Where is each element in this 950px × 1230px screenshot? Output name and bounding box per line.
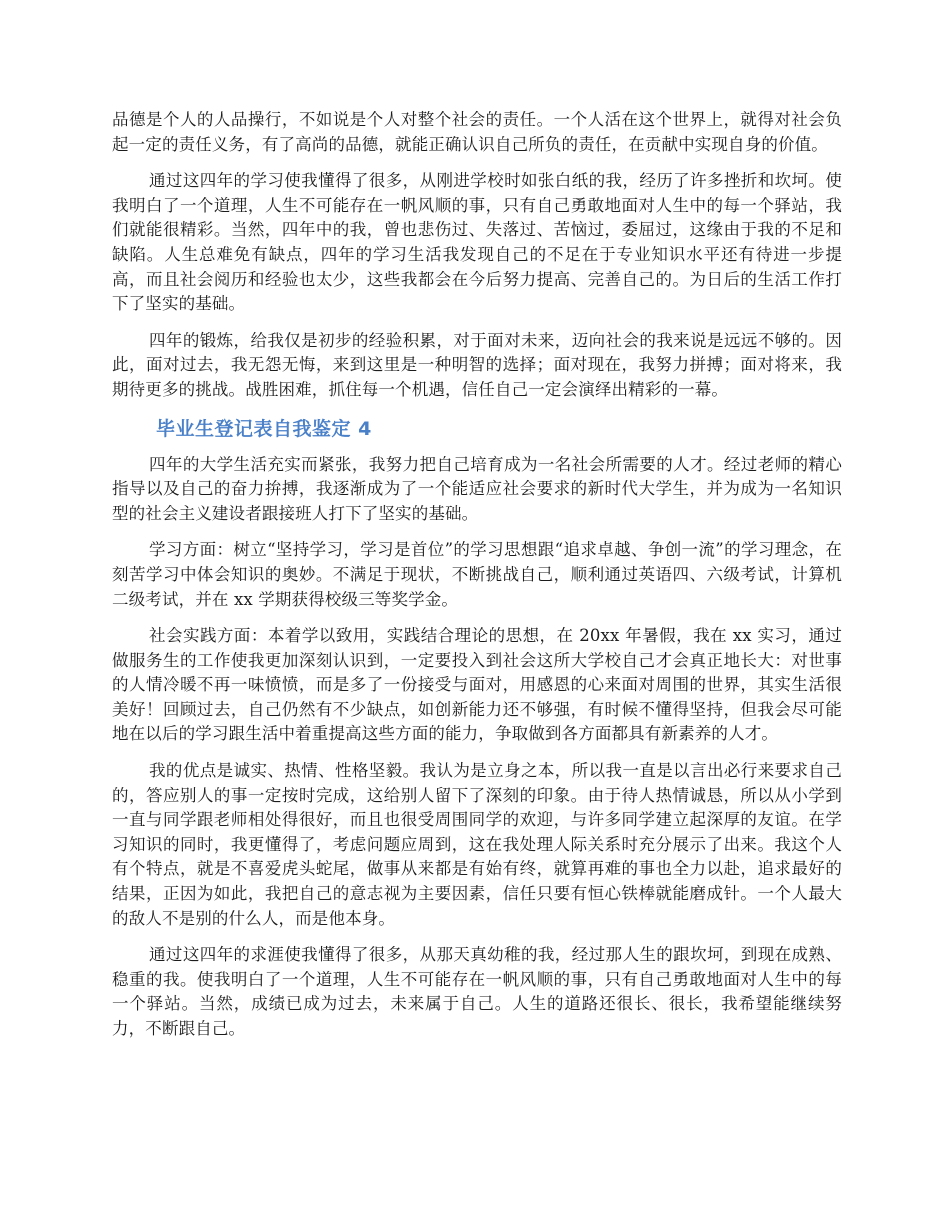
paragraph: 通过这四年的求涯使我懂得了很多，从那天真幼稚的我，经过那人生的跟坎坷，到现在成熟、稳重的我。使我明白了一个道理，人生不可能存在一帆风顺的事，只有自己勇敢地面对人生中的每一个驿站。当然，成绩已成为过去，未来属于自己。人生的道路还很长、很长，我希望能继续努力，不断跟自己。 [112,945,842,1038]
paragraph: 四年的大学生活充实而紧张，我努力把自己培育成为一名社会所需要的人才。经过老师的精心指导以及自己的奋力拚搏，我逐渐成为了一个能适应社会要求的新时代大学生，并为成为一名知识型的社会主义建设者跟接班人打下了坚实的基础。 [112,454,842,523]
paragraph: 我的优点是诚实、热情、性格坚毅。我认为是立身之本，所以我一直是以言出必行来要求自己的，答应别人的事一定按时完成，这给别人留下了深刻的印象。由于待人热情诚恳，所以从小学到一直与同学跟老师相处得很好，而且也很受周围同学的欢迎，与许多同学建立起深厚的友谊。在学习知识的同时，我更懂得了，考虑问题应周到，这在我处理人际关系时充分展示了出来。我这个人有个特点，就是不喜爱虎头蛇尾，做事从来都是有始有终，就算再难的事也全力以赴，追求最好的结果，正因为如此，我把自己的意志视为主要因素，信任只要有恒心铁棒就能磨成针。一个人最大的敌人不是别的什么人，而是他本身。 [112,761,842,928]
paragraph: 社会实践方面：本着学以致用，实践结合理论的思想，在 20xx 年暑假，我在 xx 实习，通过做服务生的工作使我更加深刻认识到，一定要投入到社会这所大学校自己才会真正地长大：对世事的人情冷暖不再一味愤愤，而是多了一份接受与面对，用感恩的心来面对周围的世界，其实生活很美好！回顾过去，自己仍然有不少缺点，如创新能力还不够强，有时候不懂得坚持，但我会尽可能地在以后的学习跟生活中着重提高这些方面的能力，争取做到各方面都具有新素养的人才。 [112,626,842,744]
section-heading: 毕业生登记表自我鉴定 4 [156,417,372,440]
paragraph: 通过这四年的学习使我懂得了很多，从刚进学校时如张白纸的我，经历了许多挫折和坎坷。使我明白了一个道理，人生不可能存在一帆风顺的事，只有自己勇敢地面对人生中的每一个驿站，我们就能很精彩。当然，四年中的我，曾也悲伤过、失落过、苦恼过，委屈过，这缘由于我的不足和缺陷。人生总难免有缺点，四年的学习生活我发现自己的不足在于专业知识水平还有待进一步提高，而且社会阅历和经验也太少，这些我都会在今后努力提高、完善自己的。为日后的生活工作打下了坚实的基础。 [112,171,842,314]
document-page [112,108,842,1054]
paragraph: 四年的锻炼，给我仅是初步的经验积累，对于面对未来，迈向社会的我来说是远远不够的。因此，面对过去，我无怨无悔，来到这里是一种明智的选择；面对现在，我努力拼搏；面对将来，我期待更多的挑战。战胜困难，抓住每一个机遇，信任自己一定会演绎出精彩的一幕。 [112,330,842,399]
paragraph: 品德是个人的人品操行，不如说是个人对整个社会的责任。一个人活在这个世界上，就得对社会负起一定的责任义务，有了高尚的品德，就能正确认识自己所负的责任，在贡献中实现自身的价值。 [112,110,842,154]
paragraph: 学习方面：树立“坚持学习，学习是首位”的学习思想跟“追求卓越、争创一流”的学习理念，在刻苦学习中体会知识的奥妙。不满足于现状，不断挑战自己，顺利通过英语四、六级考试，计算机二级考试，并在 xx 学期获得校级三等奖学金。 [112,540,842,609]
